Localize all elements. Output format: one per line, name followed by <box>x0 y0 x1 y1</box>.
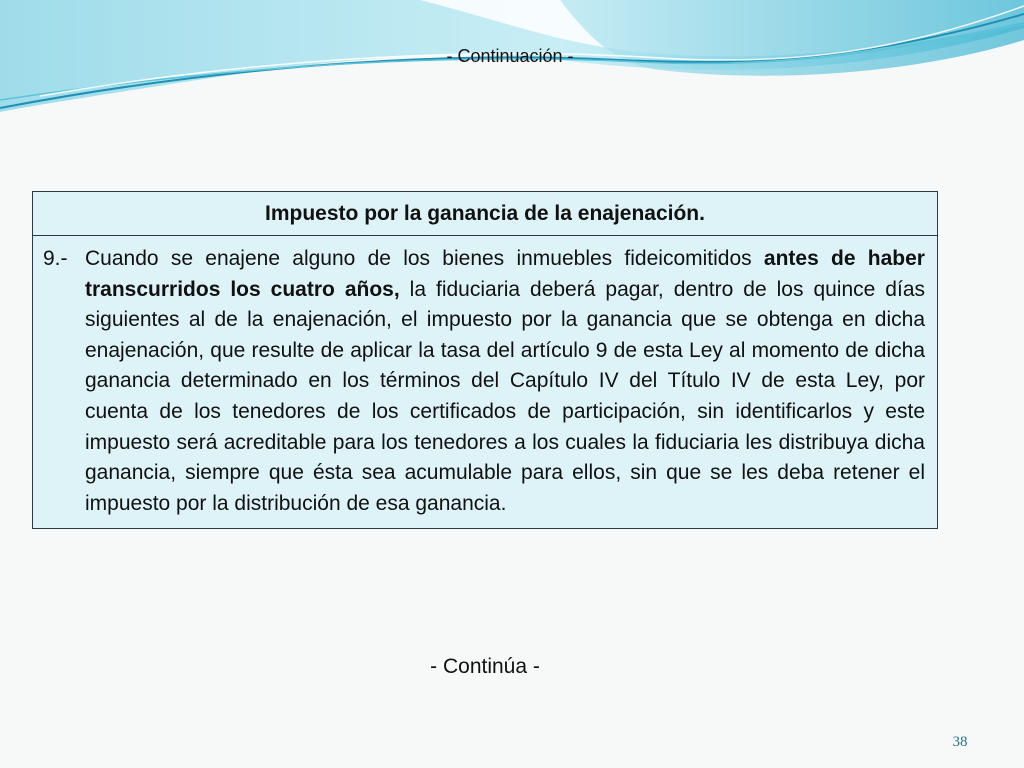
continuation-header: - Continuación - <box>446 46 574 66</box>
continues-footer: - Continúa - <box>430 655 540 678</box>
page-number: 38 <box>952 734 968 750</box>
info-table <box>32 191 938 529</box>
paragraph-text-start: Cuando se enajene alguno de los bienes inmuebles fideicomitidos <box>85 247 764 270</box>
paragraph-text-emphasis: antes de haber transcurridos los cuatro años, <box>85 247 925 301</box>
table-body <box>33 236 937 528</box>
table-title: Impuesto por la ganancia de la enajenación. <box>33 192 937 236</box>
item-number: 9.- <box>43 247 68 270</box>
paragraph-text-rest: la fiduciaria deberá pagar, dentro de los quince días siguientes al de la enajenación, el impuesto por la ganancia que se obtenga en dicha enajenación, que resulte de aplicar la tasa del artículo 9 de esta Ley al momento de dicha ganancia determinado en los términos del Capítulo IV del Título IV de esta Ley, por cuenta de los tenedores de los certificados de participación, sin identificarlos y este impuesto será acreditable para los tenedores a los cuales la fiduciaria les distribuya dicha ganancia, siempre que ésta sea acumulable para ellos, sin que se les deba retener el impuesto por la distribución de esa ganancia. <box>85 277 925 515</box>
